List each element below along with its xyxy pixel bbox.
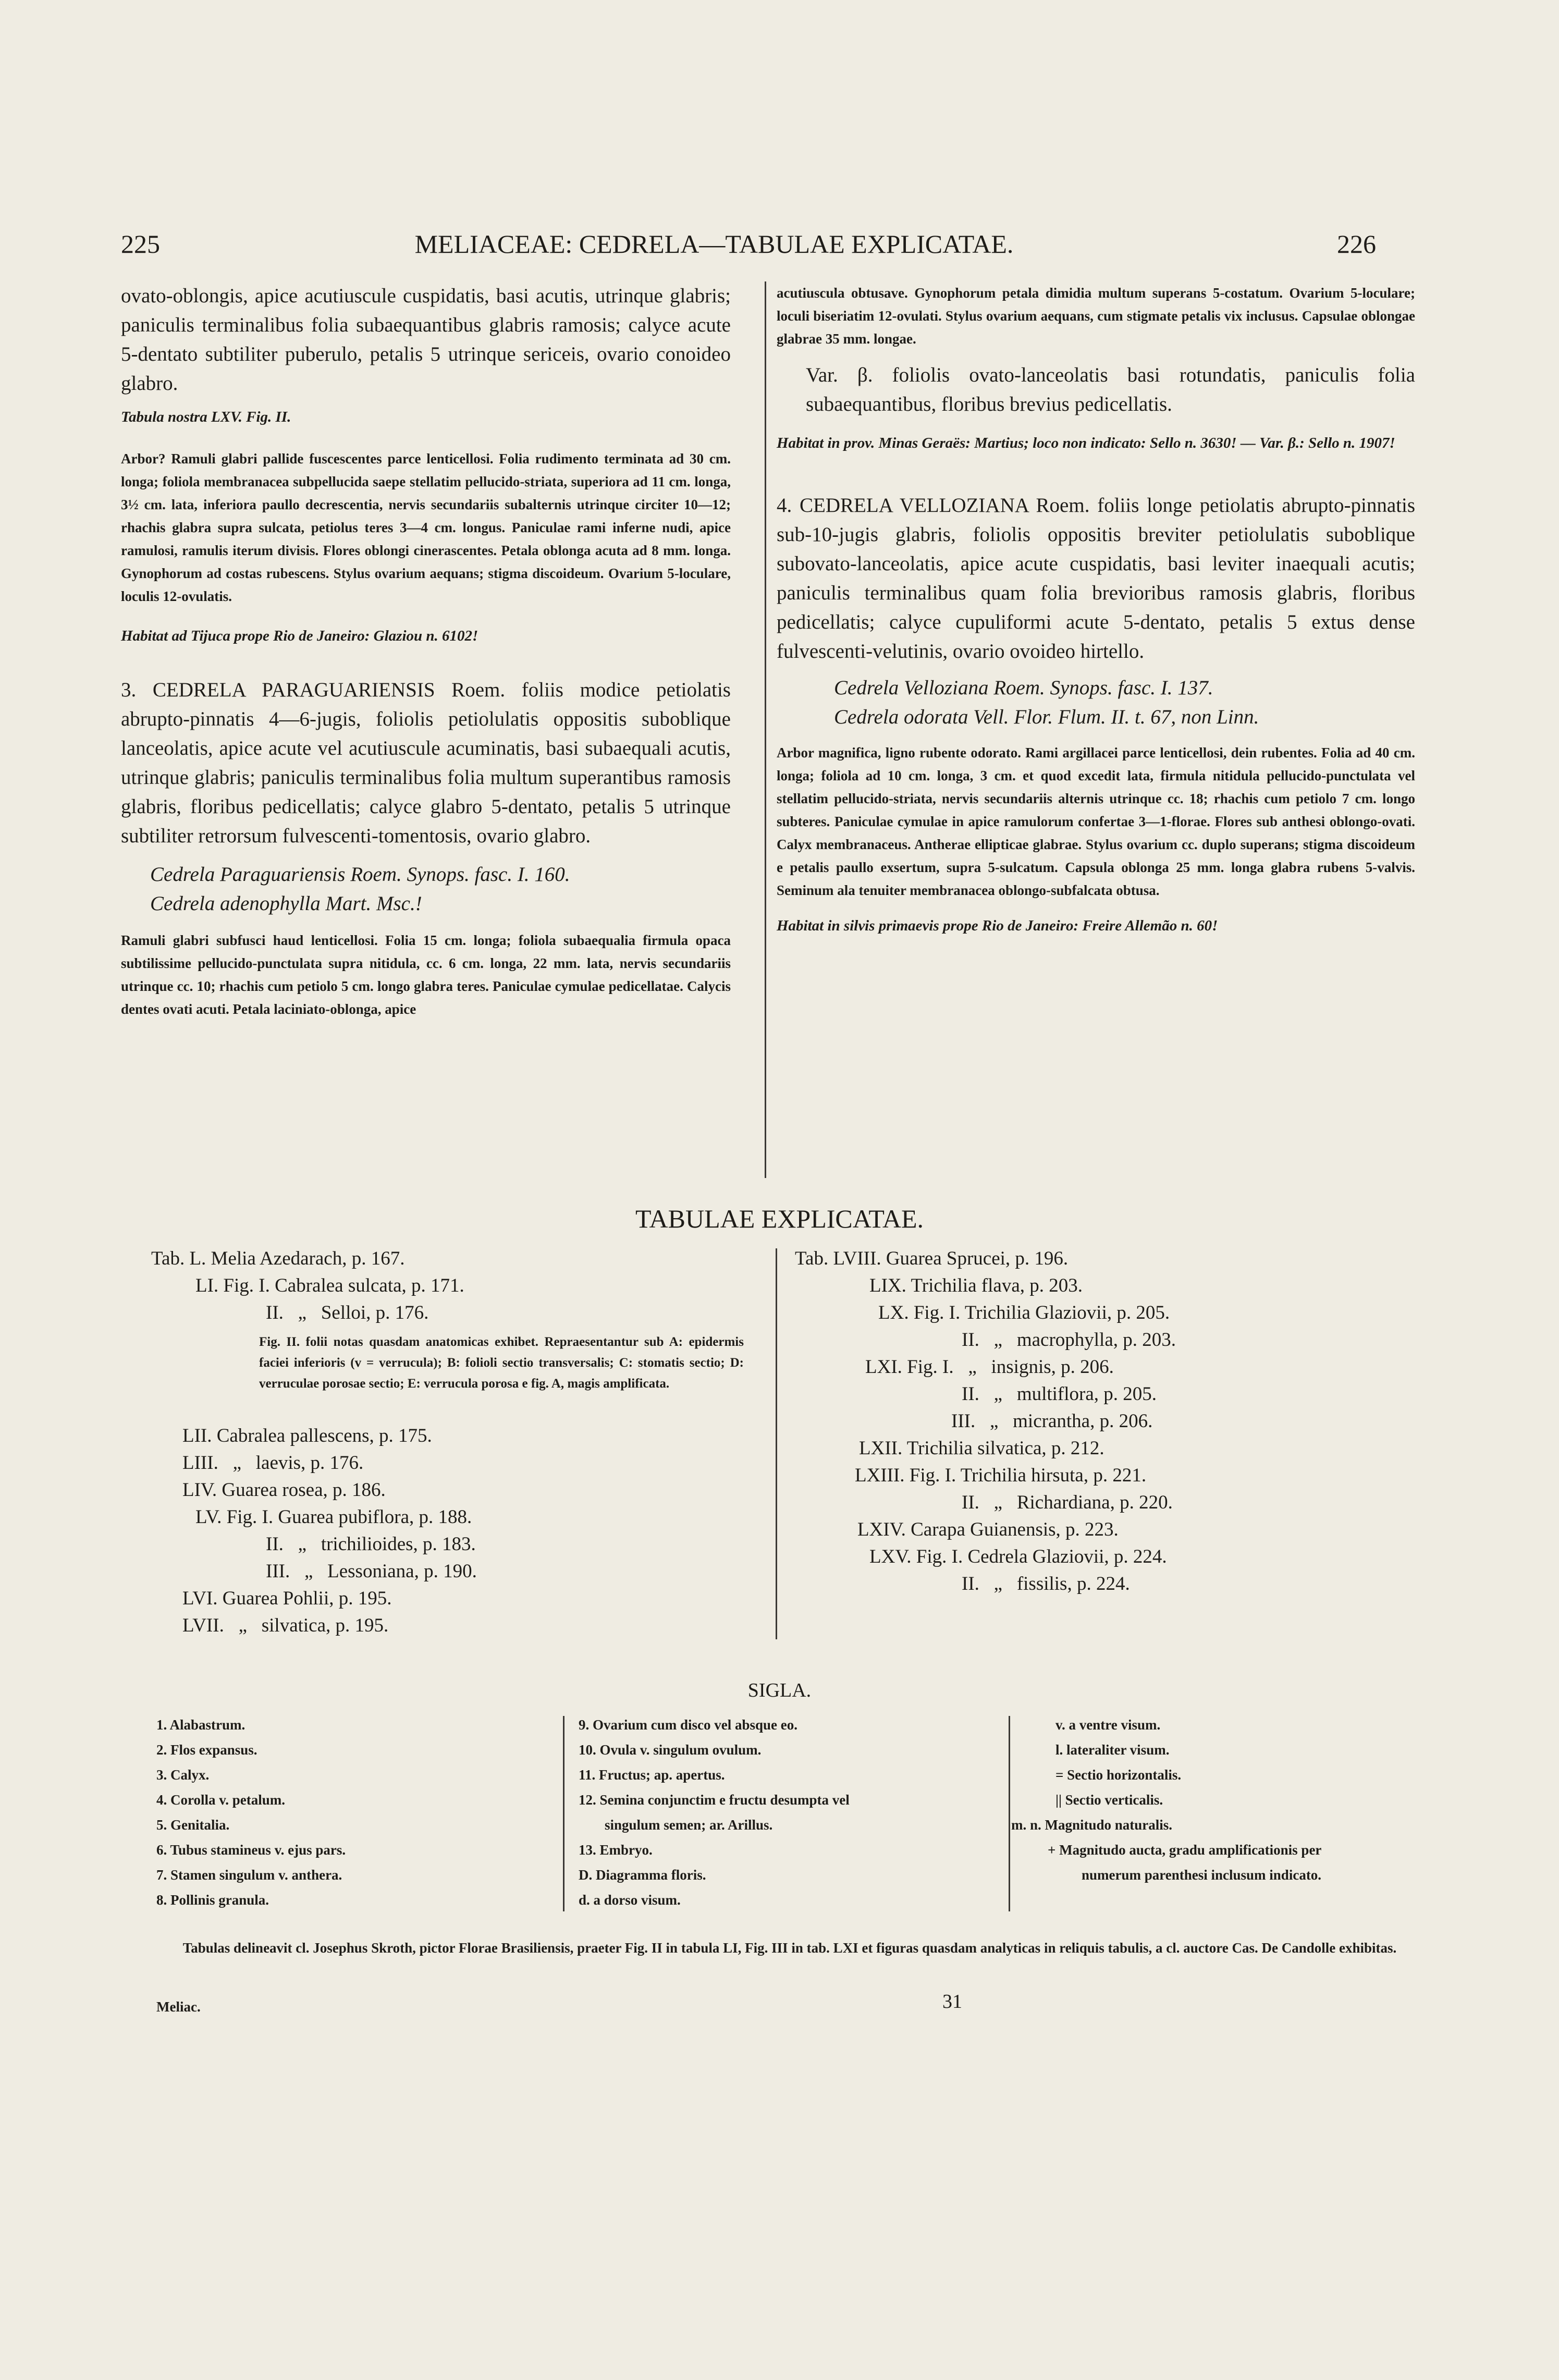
plate-entry: II. „ macrophylla, p. 203. bbox=[962, 1329, 1176, 1351]
sigla-item: 13. Embryo. bbox=[579, 1842, 653, 1858]
plate-entry: III. „ Lessoniana, p. 190. bbox=[266, 1561, 477, 1582]
plate-entry: LXIV. Carapa Guianensis, p. 223. bbox=[857, 1519, 1119, 1540]
plate-entry: LVII. „ silvatica, p. 195. bbox=[182, 1615, 389, 1636]
plate-entry: II. „ multiflora, p. 205. bbox=[962, 1383, 1157, 1405]
sigla-item: 8. Pollinis granula. bbox=[156, 1892, 269, 1908]
description: Arbor magnifica, ligno rubente odorato. Rami argillacei parce lenticellosi, dein rubentes. Folia ad 40 cm. longa; foliola ad 10 cm. longa, 3 cm. et quod excedit lata, firmula nitidula pellucido-punctulata vel stellatim pellucido-striata, nervis secundariis alternis utrinque cc. 18; rhachis cum petiolo 7 cm. longo subteres. Paniculae cymulae in apice ramulorum confertae 3—1-florae. Flores sub anthesi oblongo-ovati. Calyx membranaceus. Antherae ellipticae glabrae. Stylus ovarium cc. duplo superans; stigma discoideum e petalis paullo exsertum, supra 5-sulcatum. Capsula oblonga 25 mm. longa glabra rubens 5-valvis. Seminum ala tenuiter membranacea oblongo-subfalcata obtusa. bbox=[777, 745, 1415, 898]
synonym-reference: Cedrela adenophylla Mart. Msc.! bbox=[150, 892, 422, 915]
description: Ramuli glabri subfusci haud lenticellosi. Folia 15 cm. longa; foliola subaequalia firmula opaca subtilissime pellucido-punctulata supra nitidula, cc. 6 cm. longa, 22 mm. lata, nervis secundariis utrinque cc. 10; rhachis cum petiolo 5 cm. longo glabra teres. Paniculae cymulae pedicellatae. Calycis dentes ovati acuti. Petala laciniato-oblonga, apice bbox=[121, 933, 731, 1017]
sigla-item: singulum semen; ar. Arillus. bbox=[605, 1817, 773, 1833]
signature-mark: Meliac. bbox=[156, 1999, 201, 2015]
species-diagnosis: 4. CEDRELA VELLOZIANA Roem. foliis longe petiolatis abrupto-pinnatis sub-10-jugis glabris, foliolis oppositis breviter petiolulatis suboblique subovato-lanceolatis, apice acute cuspidatis, basi leviter inaequali acutis; paniculis terminalibus quam folia brevioribus ramosis glabris, floribus pedicellatis; calyce cupuliformi acute 5-dentato, petalis 5 extus dense fulvescenti-velutinis, ovario ovoideo hirtello. bbox=[777, 494, 1415, 663]
plate-entry: LIII. „ laevis, p. 176. bbox=[182, 1452, 364, 1474]
synonym-reference: Cedrela odorata Vell. Flor. Flum. II. t. 67, non Linn. bbox=[834, 706, 1259, 728]
sigla-item: numerum parenthesi inclusum indicato. bbox=[1082, 1867, 1322, 1883]
sigla-item: 2. Flos expansus. bbox=[156, 1742, 257, 1758]
sigla-item: 3. Calyx. bbox=[156, 1767, 210, 1783]
plate-entry: LXV. Fig. I. Cedrela Glaziovii, p. 224. bbox=[869, 1546, 1167, 1567]
description: acutiuscula obtusave. Gynophorum petala dimidia multum superans 5-costatum. Ovarium 5-loculare; loculi biseriatim 12-ovulati. Stylus ovarium aequans, cum stigmate petalis vix inclusus. Capsulae oblongae glabrae 35 mm. longae. bbox=[777, 285, 1415, 347]
sigla-item: 12. Semina conjunctim e fructu desumpta vel bbox=[579, 1792, 850, 1808]
running-title: MELIACEAE: CEDRELA—TABULAE EXPLICATAE. bbox=[414, 229, 1014, 259]
description: Arbor? Ramuli glabri pallide fuscescentes parce lenticellosi. Folia rudimento terminata ad 30 cm. longa; foliola membranacea subpellucida saepe stellatim pellucido-striata, superiora ad 11 cm. longa, 3½ cm. lata, inferiora paullo decrescentia, nervis secundariis subalternis utrinque circiter 10—12; rhachis glabra supra sulcata, petiolus teres 3—4 cm. longus. Paniculae rami inferne nudi, apice ramulosi, ramulis iterum divisis. Flores oblongi cinerascentes. Petala oblonga acuta ad 8 mm. longa. Gynophorum ad costas rubescens. Stylus ovarium aequans; stigma discoideum. Ovarium 5-loculare, loculis 12-ovulatis. bbox=[121, 451, 731, 604]
plate-entry: Tab. LVIII. Guarea Sprucei, p. 196. bbox=[795, 1248, 1069, 1269]
plate-entry: LXII. Trichilia silvatica, p. 212. bbox=[859, 1438, 1104, 1459]
plate-note: Fig. II. folii notas quasdam anatomicas exhibet. Repraesentantur sub A: epidermis faciei inferioris (v = verrucula); B: folioli sectio transversalis; C: stomatis sectio; D: verruculae porosae sectio; E: verrucula porosa e fig. A, magis amplificata. bbox=[259, 1335, 744, 1391]
paragraph: ovato-oblongis, apice acutiuscule cuspidatis, basi acutis, utrinque glabris; paniculis terminalibus folia subaequantibus glabris ramosis; calyce acute 5-dentato subtiliter puberulo, petalis 5 utrinque sericeis, ovario conoideo glabro. bbox=[121, 285, 731, 395]
sigla-item: v. a ventre visum. bbox=[1055, 1717, 1161, 1733]
plate-entry: II. „ trichilioides, p. 183. bbox=[266, 1533, 476, 1555]
section-title: SIGLA. bbox=[747, 1679, 812, 1701]
plate-entry: LXI. Fig. I. „ insignis, p. 206. bbox=[865, 1356, 1114, 1378]
plate-entry: LV. Fig. I. Guarea pubiflora, p. 188. bbox=[195, 1506, 472, 1528]
sigla-item: m. n. Magnitudo naturalis. bbox=[1011, 1817, 1173, 1833]
plate-entry: II. „ fissilis, p. 224. bbox=[962, 1573, 1130, 1594]
sigla-item: || Sectio verticalis. bbox=[1055, 1792, 1163, 1808]
page-number-left: 225 bbox=[121, 229, 160, 259]
sigla-item: 5. Genitalia. bbox=[156, 1817, 230, 1833]
plate-entry: Tab. L. Melia Azedarach, p. 167. bbox=[151, 1248, 405, 1269]
section-title: TABULAE EXPLICATAE. bbox=[635, 1204, 924, 1233]
sheet-number: 31 bbox=[942, 1991, 962, 2013]
habitat: Habitat in silvis primaevis prope Rio de Janeiro: Freire Allemão n. 60! bbox=[777, 917, 1218, 934]
sigla-item: + Magnitudo aucta, gradu amplificationis per bbox=[1048, 1842, 1322, 1858]
sigla-item: l. lateraliter visum. bbox=[1055, 1742, 1170, 1758]
sigla-item: 6. Tubus stamineus v. ejus pars. bbox=[156, 1842, 346, 1858]
plate-entry: LIV. Guarea rosea, p. 186. bbox=[182, 1479, 386, 1501]
plate-entry: LVI. Guarea Pohlii, p. 195. bbox=[182, 1588, 392, 1609]
sigla-item: 4. Corolla v. petalum. bbox=[156, 1792, 286, 1808]
plate-entry: LIX. Trichilia flava, p. 203. bbox=[869, 1275, 1083, 1296]
habitat: Habitat ad Tijuca prope Rio de Janeiro: Glaziou n. 6102! bbox=[121, 628, 478, 644]
habitat: Habitat in prov. Minas Geraës: Martius; loco non indicato: Sello n. 3630! — Var. β.: Sello n. 1907! bbox=[777, 435, 1395, 451]
column-divider bbox=[563, 1716, 564, 1911]
plate-entry: LI. Fig. I. Cabralea sulcata, p. 171. bbox=[195, 1275, 464, 1296]
plate-entry: III. „ micrantha, p. 206. bbox=[951, 1410, 1153, 1432]
plate-entry: II. „ Richardiana, p. 220. bbox=[962, 1492, 1173, 1513]
column-divider bbox=[765, 281, 766, 1178]
plate-entry: II. „ Selloi, p. 176. bbox=[266, 1302, 429, 1323]
sigla-item: = Sectio horizontalis. bbox=[1055, 1767, 1182, 1783]
column-divider bbox=[1009, 1716, 1010, 1911]
sigla-item: 9. Ovarium cum disco vel absque eo. bbox=[579, 1717, 798, 1733]
sigla-item: 7. Stamen singulum v. anthera. bbox=[156, 1867, 342, 1883]
left-column bbox=[121, 281, 731, 1021]
synonym-reference: Cedrela Paraguariensis Roem. Synops. fasc. I. 160. bbox=[150, 863, 570, 886]
synonym-reference: Cedrela Velloziana Roem. Synops. fasc. I. 137. bbox=[834, 677, 1213, 699]
plate-entry: LX. Fig. I. Trichilia Glaziovii, p. 205. bbox=[878, 1302, 1170, 1323]
sigla-item: 1. Alabastrum. bbox=[156, 1717, 245, 1733]
right-column bbox=[777, 281, 1415, 937]
plate-entry: LII. Cabralea pallescens, p. 175. bbox=[182, 1425, 432, 1446]
species-diagnosis: 3. CEDRELA PARAGUARIENSIS Roem. foliis modice petiolatis abrupto-pinnatis 4—6-jugis, foliolis petiolulatis oppositis suboblique lanceolatis, apice acute vel acutiuscule acuminatis, basi subaequali acutis, utrinque glabris; paniculis terminalibus folia multum superantibus ramosis glabris, floribus pedicellatis; calyce glabro 5-dentato, petalis 5 utrinque subtiliter retrorsum fulvescenti-tomentosis, ovario glabro. bbox=[121, 679, 731, 847]
variety-note: Var. β. foliolis ovato-lanceolatis basi rotundatis, paniculis folia subaequantibus, floribus brevius pedicellatis. bbox=[806, 364, 1415, 415]
credit-line: Tabulas delineavit cl. Josephus Skroth, pictor Florae Brasiliensis, praeter Fig. II in tabula LI, Fig. III in tab. LXI et figuras quasdam analyticas in reliquis tabulis, a cl. auctore Cas. De Candolle exhibitas. bbox=[182, 1940, 1397, 1956]
sigla-item: d. a dorso visum. bbox=[579, 1892, 681, 1908]
sigla-item: 10. Ovula v. singulum ovulum. bbox=[579, 1742, 762, 1758]
plate-entry: LXIII. Fig. I. Trichilia hirsuta, p. 221. bbox=[855, 1465, 1147, 1486]
plate-reference: Tabula nostra LXV. Fig. II. bbox=[121, 409, 291, 425]
page-number-right: 226 bbox=[1337, 229, 1376, 259]
column-divider bbox=[776, 1248, 777, 1639]
sigla-item: D. Diagramma floris. bbox=[579, 1867, 706, 1883]
sigla-item: 11. Fructus; ap. apertus. bbox=[579, 1767, 725, 1783]
